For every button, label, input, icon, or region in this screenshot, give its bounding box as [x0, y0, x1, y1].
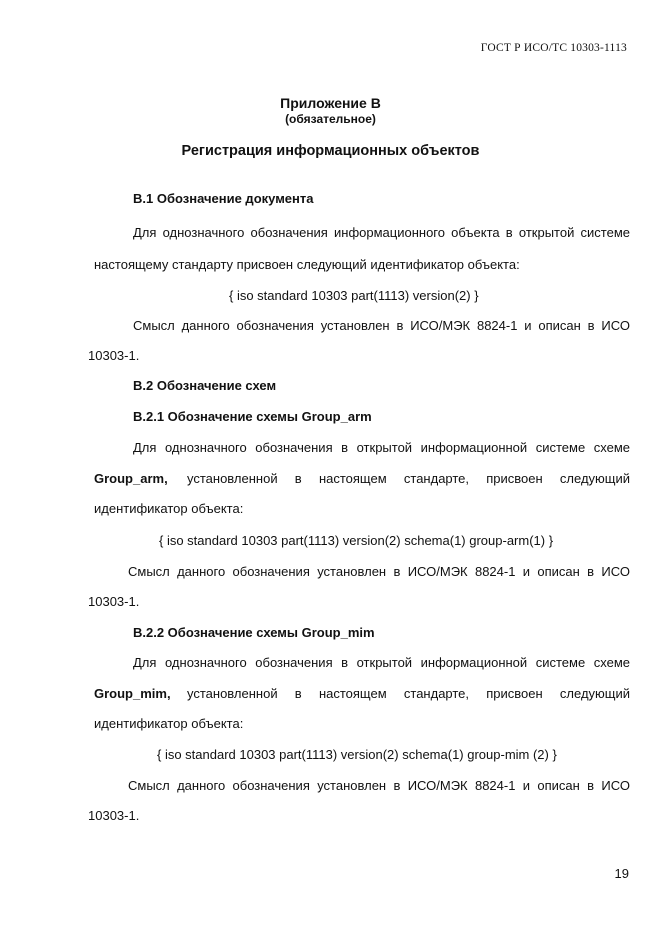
section-b1-para1-line1: Для однозначного обозначения информационного объекта в открытой системе: [133, 225, 630, 240]
section-b21-para1-line1: Для однозначного обозначения в открытой информационной системе схеме: [133, 440, 630, 455]
section-b21-para1-line2: установленной в настоящем стандарте, присвоен следующий: [187, 471, 630, 486]
section-b1-heading: B.1 Обозначение документа: [133, 191, 314, 206]
appendix-main-title: Регистрация информационных объектов: [181, 143, 480, 159]
section-b21-heading: B.2.1 Обозначение схемы Group_arm: [133, 409, 372, 424]
section-b22-para2-line2: 10303-1.: [88, 808, 140, 823]
section-b21-para2-line1: Смысл данного обозначения установлен в ИСО/МЭК 8824-1 и описан в ИСО: [128, 564, 630, 579]
appendix-title: Приложение В: [280, 95, 381, 111]
appendix-subtitle: (обязательное): [285, 112, 376, 126]
section-b1-identifier: { iso standard 10303 part(1113) version(2) }: [229, 288, 479, 303]
section-b22-para1-line2: установленной в настоящем стандарте, присвоен следующий: [187, 686, 630, 701]
section-b22-heading: B.2.2 Обозначение схемы Group_mim: [133, 625, 375, 640]
section-b2-heading: B.2 Обозначение схем: [133, 378, 277, 393]
section-b22-para1-line1: Для однозначного обозначения в открытой информационной системе схеме: [133, 655, 630, 670]
section-b22-para2-line1: Смысл данного обозначения установлен в ИСО/МЭК 8824-1 и описан в ИСО: [128, 778, 630, 793]
page-number: 19: [614, 866, 629, 881]
section-b22-schema-name: Group_mim,: [94, 686, 171, 701]
section-b1-para1-line2: настоящему стандарту присвоен следующий идентификатор объекта:: [94, 257, 520, 272]
section-b22-para1-line3: идентификатор объекта:: [94, 716, 244, 731]
document-code-header: ГОСТ Р ИСО/ТС 10303-1113: [480, 42, 627, 54]
section-b21-schema-name: Group_arm,: [94, 471, 168, 486]
section-b21-identifier: { iso standard 10303 part(1113) version(2) schema(1) group-arm(1) }: [159, 533, 554, 548]
section-b1-para2-line1: Смысл данного обозначения установлен в ИСО/МЭК 8824-1 и описан в ИСО: [133, 318, 630, 333]
section-b1-para2-line2: 10303-1.: [88, 348, 140, 363]
section-b21-para1-line3: идентификатор объекта:: [94, 501, 244, 516]
section-b21-para2-line2: 10303-1.: [88, 594, 140, 609]
section-b22-identifier: { iso standard 10303 part(1113) version(2) schema(1) group-mim (2) }: [157, 747, 557, 762]
